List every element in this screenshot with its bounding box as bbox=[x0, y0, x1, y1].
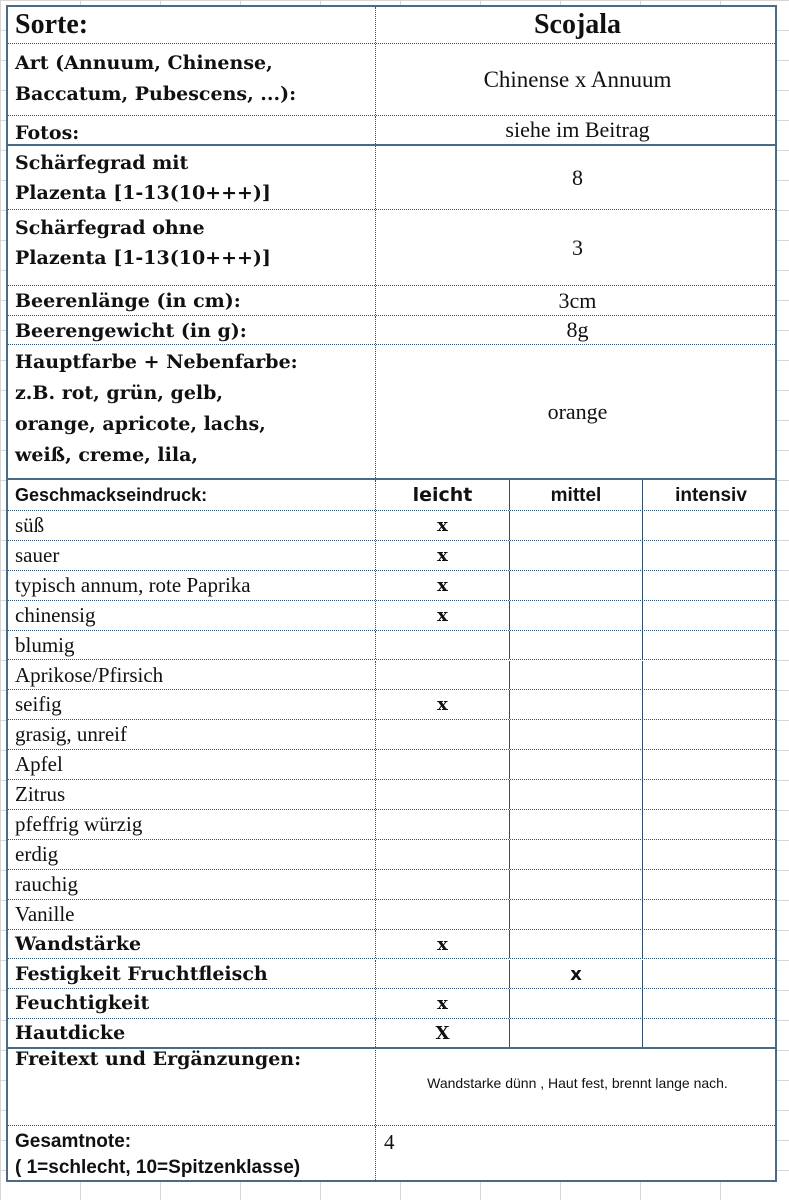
taste-row-leicht-mark[interactable] bbox=[376, 900, 510, 929]
taste-row bbox=[8, 750, 775, 780]
taste-row-intensiv-mark[interactable] bbox=[643, 750, 779, 779]
taste-row bbox=[8, 720, 775, 750]
row-sorte bbox=[8, 7, 775, 44]
taste-row-intensiv-mark[interactable] bbox=[643, 661, 779, 690]
taste-row-mittel-mark[interactable] bbox=[510, 631, 643, 660]
taste-row-intensiv-mark[interactable] bbox=[643, 631, 779, 660]
taste-row-intensiv-mark[interactable] bbox=[643, 541, 779, 570]
taste-row bbox=[8, 631, 775, 661]
taste-row-label[interactable]: Hautdicke bbox=[8, 1019, 376, 1047]
sorte-label[interactable]: Sorte: bbox=[8, 7, 376, 43]
taste-row-leicht-mark[interactable]: x bbox=[376, 989, 510, 1018]
taste-row-mittel-mark[interactable] bbox=[510, 690, 643, 719]
schaerfe-ohne-value[interactable]: 3 bbox=[572, 234, 583, 260]
taste-row-mittel-mark[interactable] bbox=[510, 511, 643, 540]
taste-row-leicht-mark[interactable] bbox=[376, 661, 510, 690]
taste-row-leicht-mark[interactable] bbox=[376, 810, 510, 839]
taste-row-mittel-mark[interactable] bbox=[510, 900, 643, 929]
gesamtnote-label-line2: ( 1=schlecht, 10=Spitzenklasse) bbox=[15, 1157, 301, 1178]
taste-row-leicht-mark[interactable] bbox=[376, 840, 510, 869]
taste-row-intensiv-mark[interactable] bbox=[643, 780, 779, 809]
taste-row-label[interactable]: süß bbox=[8, 511, 376, 540]
taste-row bbox=[8, 960, 775, 990]
art-label-line1: Art (Annuum, Chinense, bbox=[15, 52, 273, 74]
art-label-cell[interactable] bbox=[8, 44, 376, 115]
taste-row-label[interactable]: typisch annum, rote Paprika bbox=[8, 571, 376, 600]
row-beerengewicht bbox=[8, 316, 775, 345]
taste-row-intensiv-mark[interactable] bbox=[643, 989, 779, 1018]
taste-row bbox=[8, 571, 775, 601]
taste-row-label[interactable]: grasig, unreif bbox=[8, 720, 376, 749]
farbe-label-line3: orange, apricote, lachs, bbox=[15, 413, 266, 435]
taste-row bbox=[8, 1019, 775, 1049]
taste-row-intensiv-mark[interactable] bbox=[643, 960, 779, 989]
fotos-label[interactable]: Fotos: bbox=[8, 116, 376, 144]
row-schaerfe-ohne bbox=[8, 210, 775, 286]
taste-row-label[interactable]: erdig bbox=[8, 840, 376, 869]
schaerfe-mit-value[interactable]: 8 bbox=[572, 164, 583, 190]
taste-row-mittel-mark[interactable] bbox=[510, 541, 643, 570]
taste-row-mittel-mark[interactable] bbox=[510, 870, 643, 899]
taste-row-label[interactable]: seifig bbox=[8, 690, 376, 719]
taste-row-mittel-mark[interactable] bbox=[510, 720, 643, 749]
beerenlaenge-label[interactable]: Beerenlänge (in cm): bbox=[8, 286, 376, 315]
taste-row-label[interactable]: Festigkeit Fruchtfleisch bbox=[8, 960, 376, 989]
taste-row-leicht-mark[interactable]: x bbox=[376, 541, 510, 570]
taste-row-leicht-mark[interactable] bbox=[376, 750, 510, 779]
taste-row-label[interactable]: pfeffrig würzig bbox=[8, 810, 376, 839]
taste-row bbox=[8, 870, 775, 900]
schaerfe-mit-label-line2: Plazenta [1-13(10+++)] bbox=[15, 182, 271, 204]
taste-row-mittel-mark[interactable] bbox=[510, 989, 643, 1018]
taste-row bbox=[8, 930, 775, 960]
taste-row-label[interactable]: Wandstärke bbox=[8, 930, 376, 959]
taste-row-label[interactable]: blumig bbox=[8, 631, 376, 660]
taste-header-mittel[interactable]: mittel bbox=[510, 480, 643, 510]
sorte-value[interactable]: Scojala bbox=[533, 9, 622, 40]
taste-row-label[interactable]: Aprikose/Pfirsich bbox=[8, 661, 376, 690]
taste-row-label[interactable]: Apfel bbox=[8, 750, 376, 779]
taste-row-intensiv-mark[interactable] bbox=[643, 1019, 779, 1047]
taste-row-mittel-mark[interactable] bbox=[510, 661, 643, 690]
taste-row-leicht-mark[interactable] bbox=[376, 631, 510, 660]
taste-row bbox=[8, 601, 775, 631]
schaerfe-ohne-label-line2: Plazenta [1-13(10+++)] bbox=[15, 247, 271, 269]
taste-row bbox=[8, 661, 775, 691]
farbe-label-line2: z.B. rot, grün, gelb, bbox=[15, 382, 224, 404]
taste-row-leicht-mark[interactable] bbox=[376, 960, 510, 989]
row-fotos bbox=[8, 116, 775, 146]
taste-row-intensiv-mark[interactable] bbox=[643, 571, 779, 600]
gesamtnote-label-cell[interactable] bbox=[8, 1126, 376, 1182]
taste-row-intensiv-mark[interactable] bbox=[643, 511, 779, 540]
taste-row bbox=[8, 900, 775, 930]
gesamtnote-value[interactable]: 4 bbox=[384, 1130, 395, 1154]
taste-row-leicht-mark[interactable]: x bbox=[376, 601, 510, 630]
taste-header-row bbox=[8, 480, 775, 511]
taste-header-label[interactable]: Geschmackseindruck: bbox=[8, 480, 376, 510]
farbe-value[interactable]: orange bbox=[547, 398, 608, 424]
taste-row bbox=[8, 989, 775, 1019]
taste-row-mittel-mark[interactable] bbox=[510, 601, 643, 630]
taste-header-leicht[interactable]: leicht bbox=[376, 480, 510, 510]
taste-row-leicht-mark[interactable]: x bbox=[376, 930, 510, 959]
gesamtnote-label-line1: Gesamtnote: bbox=[15, 1131, 132, 1152]
taste-row-label[interactable]: rauchig bbox=[8, 870, 376, 899]
taste-row-mittel-mark[interactable] bbox=[510, 810, 643, 839]
taste-row-leicht-mark[interactable]: x bbox=[376, 511, 510, 540]
beerengewicht-label[interactable]: Beerengewicht (in g): bbox=[8, 316, 376, 344]
art-value[interactable]: Chinense x Annuum bbox=[483, 66, 672, 92]
beerenlaenge-value[interactable]: 3cm bbox=[558, 287, 597, 313]
taste-row-label[interactable]: Feuchtigkeit bbox=[8, 989, 376, 1018]
farbe-label-line1: Hauptfarbe + Nebenfarbe: bbox=[15, 351, 298, 373]
taste-row-label[interactable]: Vanille bbox=[8, 900, 376, 929]
row-art bbox=[8, 44, 775, 116]
taste-row-mittel-mark[interactable] bbox=[510, 750, 643, 779]
taste-row-leicht-mark[interactable]: X bbox=[376, 1019, 510, 1047]
taste-row-mittel-mark[interactable] bbox=[510, 780, 643, 809]
taste-row bbox=[8, 541, 775, 571]
taste-row bbox=[8, 840, 775, 870]
farbe-label-line4: weiß, creme, lila, bbox=[15, 444, 198, 466]
row-schaerfe-mit bbox=[8, 146, 775, 210]
schaerfe-mit-label-cell[interactable] bbox=[8, 146, 376, 209]
taste-row bbox=[8, 810, 775, 840]
taste-row bbox=[8, 690, 775, 720]
taste-row-intensiv-mark[interactable] bbox=[643, 870, 779, 899]
taste-row-label[interactable]: chinensig bbox=[8, 601, 376, 630]
taste-header-intensiv[interactable]: intensiv bbox=[675, 485, 747, 506]
taste-row-leicht-mark[interactable]: x bbox=[376, 690, 510, 719]
schaerfe-ohne-label-cell[interactable] bbox=[8, 210, 376, 285]
taste-row-intensiv-mark[interactable] bbox=[643, 840, 779, 869]
taste-row-mittel-mark[interactable] bbox=[510, 1019, 643, 1047]
taste-row-mittel-mark[interactable] bbox=[510, 571, 643, 600]
row-farbe bbox=[8, 345, 775, 480]
taste-row-leicht-mark[interactable] bbox=[376, 720, 510, 749]
taste-row-intensiv-mark[interactable] bbox=[643, 720, 779, 749]
schaerfe-ohne-label-line1: Schärfegrad ohne bbox=[15, 217, 205, 239]
taste-row-mittel-mark[interactable]: x bbox=[510, 960, 643, 989]
freitext-value[interactable]: Wandstarke dünn , Haut fest, brennt lange nach. bbox=[427, 1074, 728, 1091]
fotos-value[interactable]: siehe im Beitrag bbox=[505, 117, 650, 142]
taste-row bbox=[8, 511, 775, 541]
taste-row-intensiv-mark[interactable] bbox=[643, 810, 779, 839]
schaerfe-mit-label-line1: Schärfegrad mit bbox=[15, 152, 189, 174]
tasting-sheet bbox=[6, 5, 777, 1182]
farbe-label-cell[interactable] bbox=[8, 345, 376, 478]
freitext-label[interactable]: Freitext und Ergänzungen: bbox=[8, 1040, 376, 1125]
taste-row-leicht-mark[interactable] bbox=[376, 870, 510, 899]
taste-row-mittel-mark[interactable] bbox=[510, 930, 643, 959]
art-label-line2: Baccatum, Pubescens, ...): bbox=[15, 83, 297, 105]
taste-row-intensiv-mark[interactable] bbox=[643, 601, 779, 630]
row-gesamtnote bbox=[8, 1126, 775, 1182]
taste-row bbox=[8, 780, 775, 810]
taste-row-intensiv-mark[interactable] bbox=[643, 900, 779, 929]
taste-row-intensiv-mark[interactable] bbox=[643, 930, 779, 959]
taste-row-label[interactable]: sauer bbox=[8, 541, 376, 570]
taste-row-label[interactable]: Zitrus bbox=[8, 780, 376, 809]
row-freitext bbox=[8, 1040, 775, 1126]
row-beerenlaenge bbox=[8, 286, 775, 316]
taste-row-leicht-mark[interactable] bbox=[376, 780, 510, 809]
taste-row-leicht-mark[interactable]: x bbox=[376, 571, 510, 600]
taste-row-intensiv-mark[interactable] bbox=[643, 690, 779, 719]
beerengewicht-value[interactable]: 8g bbox=[566, 317, 589, 342]
taste-row-mittel-mark[interactable] bbox=[510, 840, 643, 869]
